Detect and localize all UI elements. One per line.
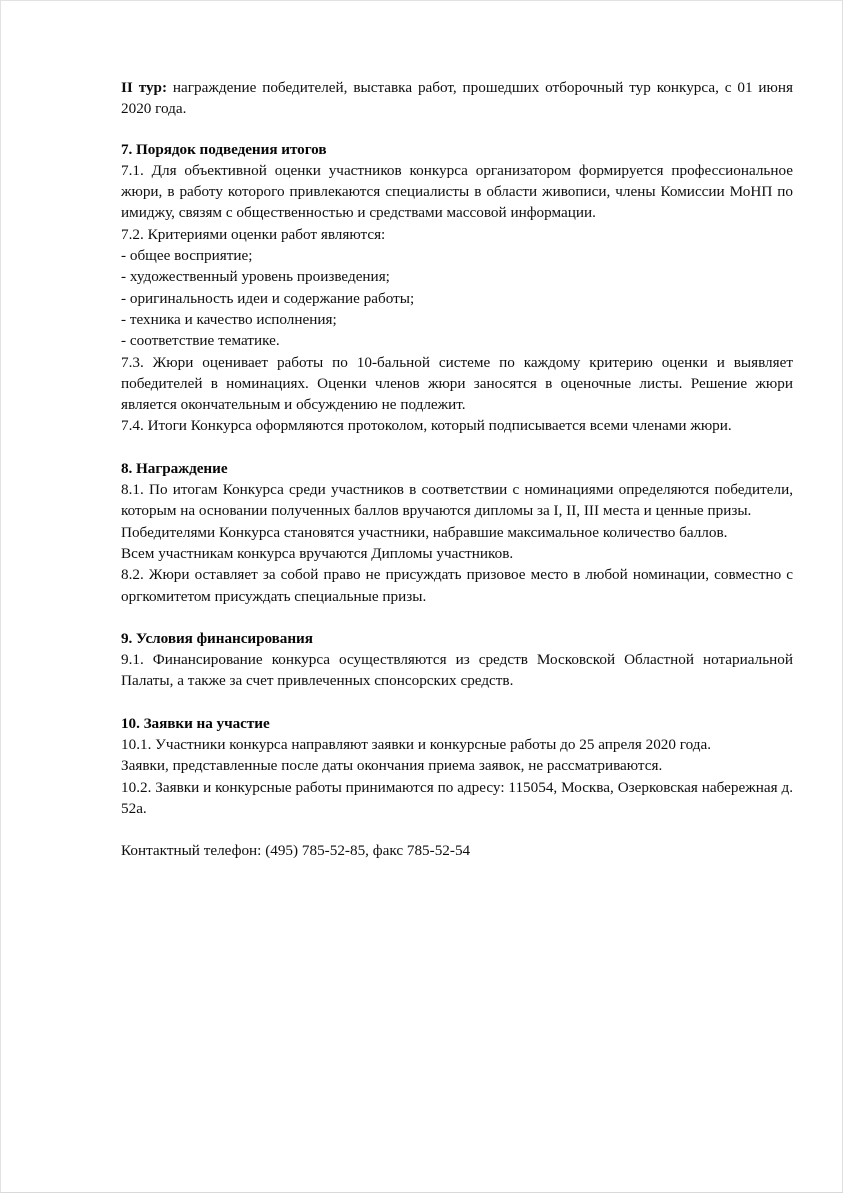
section-7-paragraph-7-1: 7.1. Для объективной оценки участников конкурса организатором формируется профессиональное жюри, в работу которого привлекаются специалисты в области живописи, члены Комиссии МоНП по имиджу, связям с общественностью и средствами массовой информации. <box>121 161 793 222</box>
section-10-paragraph-10-2: 10.2. Заявки и конкурсные работы принимаются по адресу: 115054, Москва, Озерковская набережная д. 52а. <box>121 778 793 817</box>
section-8-paragraph-diplomas: Всем участникам конкурса вручаются Дипломы участников. <box>121 544 514 562</box>
intro-paragraph <box>121 77 793 120</box>
section-8-heading: 8. Награждение <box>121 459 228 477</box>
section-10-paragraph-late-applications: Заявки, представленные после даты окончания приема заявок, не рассматриваются. <box>121 757 663 775</box>
section-8-paragraph-8-1: 8.1. По итогам Конкурса среди участников в соответствии с номинациями определяются победители, которым на основании полученных баллов вручаются дипломы за I, II, III места и ценные призы. <box>121 481 793 520</box>
spacer <box>121 692 793 713</box>
section-9-paragraph-9-1: 9.1. Финансирование конкурса осуществляются из средств Московской Областной нотариальной Палаты, а также за счет привлеченных спонсорских средств. <box>121 651 793 690</box>
spacer <box>121 607 793 628</box>
intro-round-label: II тур: <box>121 79 168 96</box>
section-7-paragraph-7-4: 7.4. Итоги Конкурса оформляются протоколом, который подписывается всеми членами жюри. <box>121 417 732 435</box>
section-10-paragraph-10-1: 10.1. Участники конкурса направляют заявки и конкурсные работы до 25 апреля 2020 года. <box>121 736 712 754</box>
contact-line: Контактный телефон: (495) 785-52-85, факс 785-52-54 <box>121 842 471 860</box>
criteria-item: - художественный уровень произведения; <box>121 268 390 286</box>
spacer <box>121 819 793 840</box>
section-8-paragraph-winners: Победителями Конкурса становятся участники, набравшие максимальное количество баллов. <box>121 523 728 541</box>
intro-round-text: награждение победителей, выставка работ, прошедших отборочный тур конкурса, с 01 июня 2020 года. <box>121 79 793 118</box>
spacer <box>121 437 793 458</box>
section-8-paragraph-8-2: 8.2. Жюри оставляет за собой право не присуждать призовое место в любой номинации, совместно с оргкомитетом присуждать специальные призы. <box>121 566 793 605</box>
criteria-item: - общее восприятие; <box>121 247 253 265</box>
criteria-item: - соответствие тематике. <box>121 332 280 350</box>
spacer <box>121 120 793 139</box>
criteria-item: - оригинальность идеи и содержание работы; <box>121 289 415 307</box>
section-7-paragraph-7-3: 7.3. Жюри оценивает работы по 10-бальной системе по каждому критерию оценки и выявляет победителей в номинациях. Оценки членов жюри заносятся в оценочные листы. Решение жюри является окончательным и обсуждению не подлежит. <box>121 353 793 414</box>
section-7-paragraph-7-2: 7.2. Критериями оценки работ являются: <box>121 225 386 243</box>
document-body <box>121 77 793 862</box>
section-10-heading: 10. Заявки на участие <box>121 714 270 732</box>
section-9-heading: 9. Условия финансирования <box>121 629 313 647</box>
section-7-heading: 7. Порядок подведения итогов <box>121 140 327 158</box>
criteria-item: - техника и качество исполнения; <box>121 310 337 328</box>
